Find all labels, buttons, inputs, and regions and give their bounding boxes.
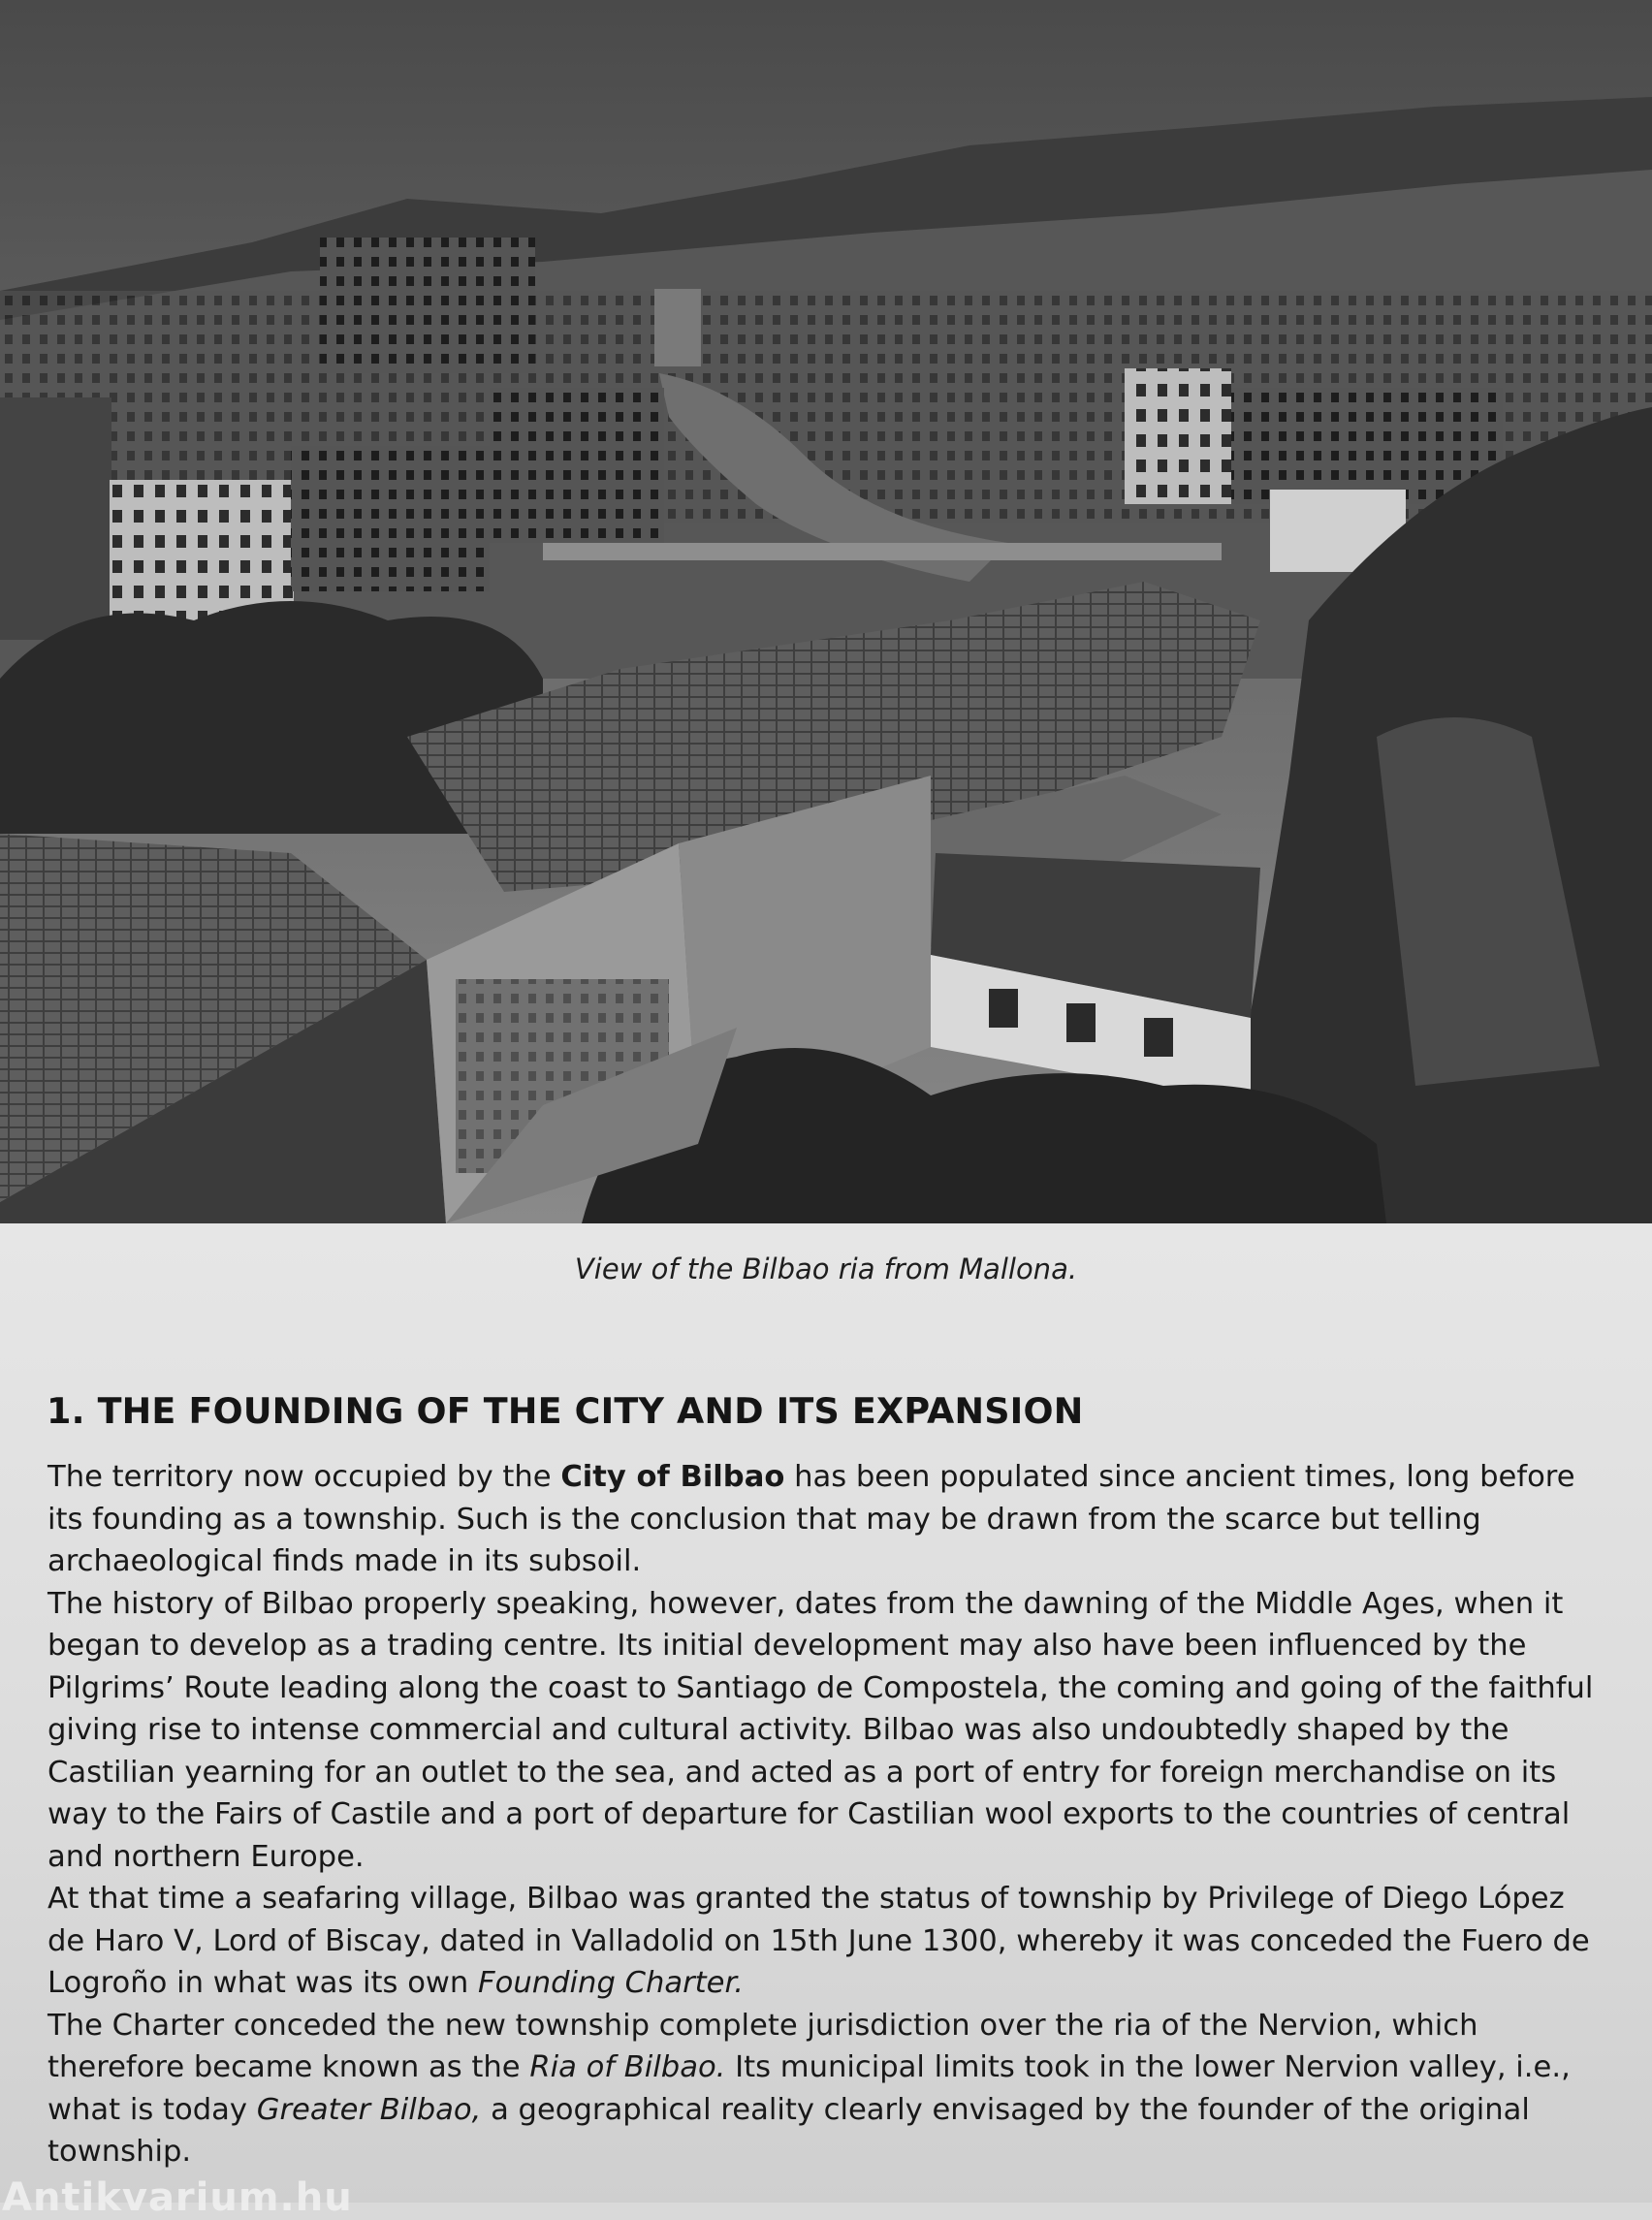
photo-caption: View of the Bilbao ria from Mallona. — [574, 1253, 1078, 1285]
paragraph-1-rest: has been populated since ancient times, long before its founding as a township. Such is the conclusion that may be drawn from the scarce but telling archaeological finds made in its subsoil. — [48, 1460, 1575, 1578]
paragraph-1 — [48, 1456, 1594, 1583]
paragraph-3 — [48, 1878, 1594, 2005]
ria-of-bilbao-italic: Ria of Bilbao. — [529, 2050, 726, 2084]
founding-charter-italic: Founding Charter. — [478, 1966, 744, 2000]
paragraph-3-text: At that time a seafaring village, Bilbao was granted the status of township by Privilege of Diego López de Haro V, Lord of Biscay, dated in Valladolid on 15th June 1300, whereby it was conceded the Fuero de Logroño in what was its own — [48, 1882, 1590, 2000]
paragraph-1-lead: The territory now occupied by the — [48, 1460, 561, 1494]
text-page — [0, 1223, 1652, 2220]
paragraph-2: The history of Bilbao properly speaking, however, dates from the dawning of the Middle Ages, when it began to develop as a trading centre. Its initial development may also have been influenced by the Pilgrims’ Route leading along the coast to Santiago de Compostela, the coming and going of the faithful giving rise to intense commercial and cultural activity. Bilbao was also undoubtedly shaped by the Castilian yearning for an outlet to the sea, and acted as a port of entry for foreign merchandise on its way to the Fairs of Castile and a port of departure for Castilian wool exports to the countries of central and northern Europe. — [48, 1586, 1594, 1874]
section-heading: 1. THE FOUNDING OF THE CITY AND ITS EXPANSION — [47, 1390, 1084, 1432]
city-of-bilbao-bold: City of Bilbao — [560, 1460, 785, 1494]
watermark-text: Antikvarium.hu — [2, 2175, 353, 2220]
paragraph-4-rest: a geographical reality clearly envisaged by the founder of the original township. — [48, 2092, 1530, 2169]
paragraph-4 — [48, 2005, 1594, 2173]
greater-bilbao-italic: Greater Bilbao, — [256, 2092, 482, 2127]
paragraph-4-middle: Its municipal limits took in the lower Nervion valley, i.e., what is today — [48, 2050, 1571, 2127]
section-body — [48, 1456, 1594, 2173]
paragraph-4-lead: The Charter conceded the new township complete jurisdiction over the ria of the Nervion, which therefore became known as the — [48, 2008, 1478, 2084]
